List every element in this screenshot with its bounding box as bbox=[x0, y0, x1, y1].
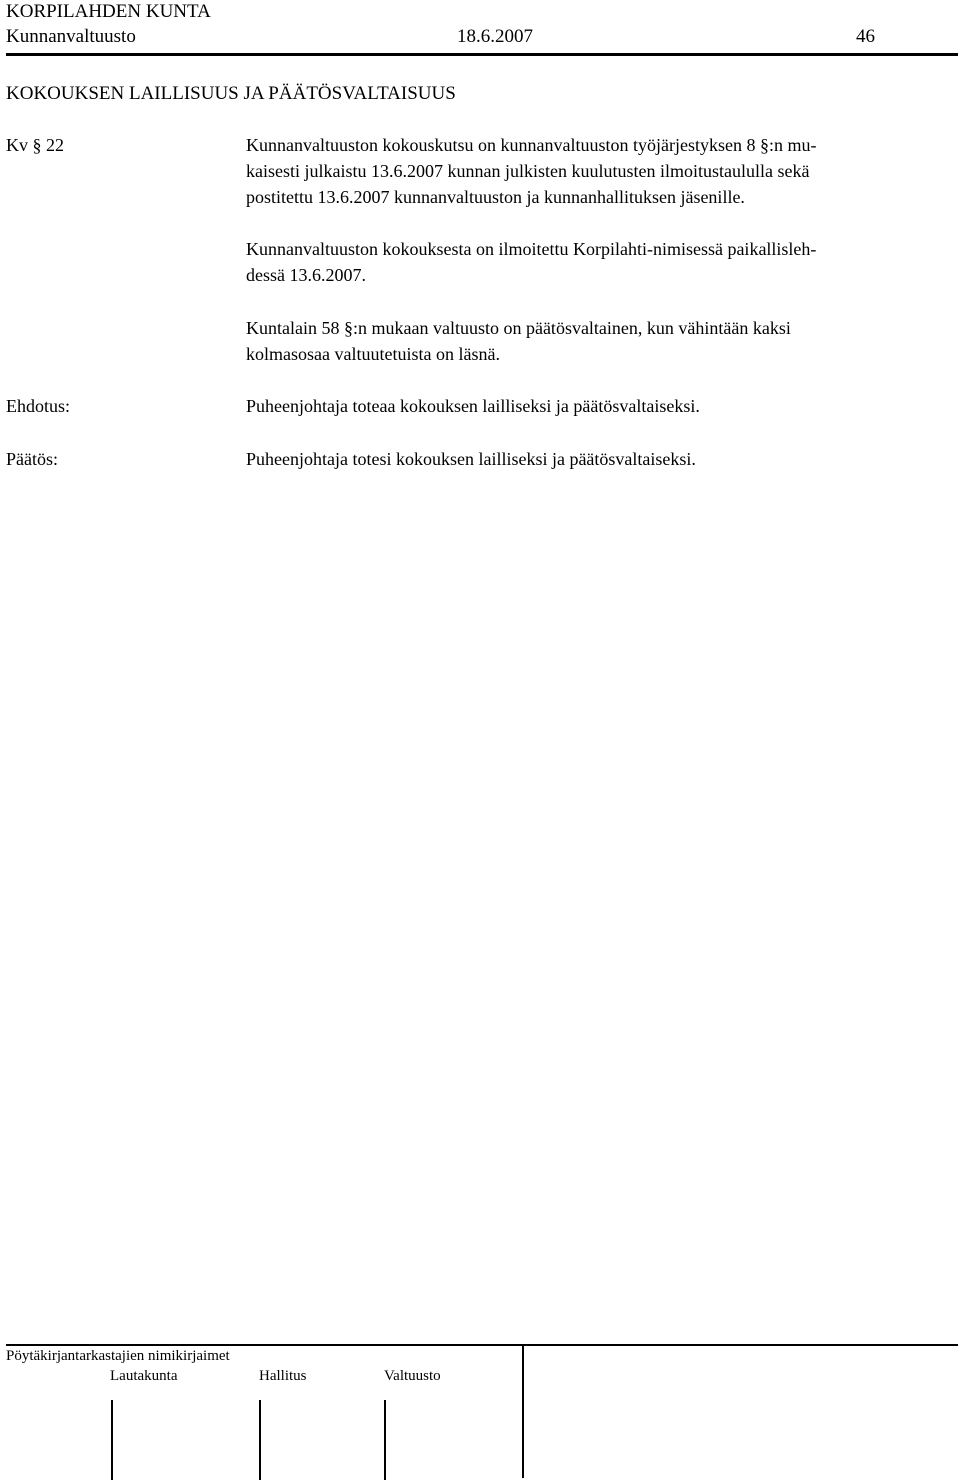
municipality-name: KORPILAHDEN KUNTA bbox=[6, 1, 211, 22]
body-name: Kunnanvaltuusto bbox=[6, 26, 136, 47]
paragraph-line: Kunnanvaltuuston kokouskutsu on kunnanvaltuuston työjärjestyksen 8 §:n mu- bbox=[246, 135, 817, 155]
paragraph-line: dessä 13.6.2007. bbox=[246, 265, 366, 285]
footer-title: Pöytäkirjantarkastajien nimikirjaimet bbox=[6, 1348, 230, 1364]
footer-column-lautakunta: Lautakunta bbox=[110, 1368, 178, 1384]
page-number: 46 bbox=[856, 26, 875, 47]
paragraph-line: kaisesti julkaistu 13.6.2007 kunnan julkisten kuulutusten ilmoitustaululla sekä bbox=[246, 161, 810, 181]
decision-text: Puheenjohtaja totesi kokouksen lailliseksi ja päätösvaltaiseksi. bbox=[246, 449, 696, 469]
paragraph-newspaper bbox=[246, 236, 958, 288]
footer-column-hallitus: Hallitus bbox=[259, 1368, 307, 1384]
footer-divider bbox=[522, 1344, 524, 1478]
decision-label: Päätös: bbox=[6, 449, 58, 469]
paragraph-line: postitettu 13.6.2007 kunnanvaltuuston ja kunnanhallituksen jäsenille. bbox=[246, 187, 745, 207]
paragraph-invitation bbox=[246, 132, 958, 210]
proposal-text: Puheenjohtaja toteaa kokouksen lailliseksi ja päätösvaltaiseksi. bbox=[246, 396, 700, 416]
signature-line-lautakunta bbox=[111, 1400, 113, 1480]
paragraph-line: Kuntalain 58 §:n mukaan valtuusto on päätösvaltainen, kun vähintään kaksi bbox=[246, 318, 791, 338]
signature-line-valtuusto bbox=[384, 1400, 386, 1480]
proposal-label: Ehdotus: bbox=[6, 396, 71, 416]
section-title: KOKOUKSEN LAILLISUUS JA PÄÄTÖSVALTAISUUS bbox=[6, 83, 456, 104]
paragraph-line: kolmasosaa valtuutetuista on läsnä. bbox=[246, 344, 500, 364]
meeting-date: 18.6.2007 bbox=[457, 26, 533, 47]
footer-column-valtuusto: Valtuusto bbox=[384, 1368, 441, 1384]
header-rule bbox=[6, 53, 958, 56]
paragraph-quorum bbox=[246, 315, 958, 367]
paragraph-line: Kunnanvaltuuston kokouksesta on ilmoitettu Korpilahti-nimisessä paikallisleh- bbox=[246, 239, 817, 259]
signature-line-hallitus bbox=[259, 1400, 261, 1480]
footer-rule bbox=[6, 1344, 958, 1346]
item-label: Kv § 22 bbox=[6, 135, 64, 155]
